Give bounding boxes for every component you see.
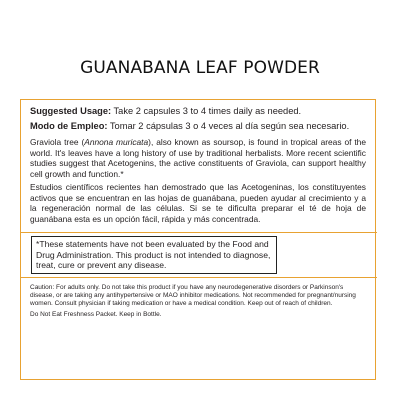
suggested-usage-label: Suggested Usage: <box>30 106 112 116</box>
label-panel <box>20 99 376 380</box>
freshness-warning: Do Not Eat Freshness Packet. Keep in Bottle. <box>30 310 162 318</box>
latin-name: Annona muricata <box>84 137 149 148</box>
description-spanish: Estudios científicos recientes han demostrado que las Acetogeninas, los constituyentes activos que se encuentran en las hojas de guanábana, pueden ayudar al crecimiento y a la regeneración normal de las células. Si se te dificulta preparar el té de hoja de guanábana esta es un opción fácil, rápida y más concentrada. <box>30 182 366 224</box>
description-en-before: Graviola tree ( <box>30 137 85 148</box>
modo-de-empleo-label: Modo de Empleo: <box>30 120 108 131</box>
description-en-after: ), also known as soursop, is found in tropical areas of the world. It's leaves have a long history of use by traditional herbalists. More recent scientific studies suggest that Acetogenins, the active constituents of Graviola, can support healthy cell growth and function.* <box>30 137 366 179</box>
suggested-usage <box>30 106 366 118</box>
modo-de-empleo-text: Tomar 2 cápsulas 3 o 4 veces al día según sea necesario. <box>107 120 350 131</box>
disclaimer-section <box>21 232 377 278</box>
product-title: GUANABANA LEAF POWDER <box>80 58 320 78</box>
suggested-usage-text: Take 2 capsules 3 to 4 times daily as needed. <box>111 106 302 116</box>
caution-text: Caution: For adults only. Do not take this product if you have any neurodegenerative disorders or Parkinson's disease, or are taking any antihypertensive or MAO inhibitor medications. Not recommended for pregnant/nursing women. Consult physician if taking medication or have a medical condition. Keep out of reach of children. <box>30 283 356 308</box>
fda-disclaimer: *These statements have not been evaluated by the Food and Drug Administration. This product is not intended to diagnose, treat, cure or prevent any disease. <box>31 236 277 274</box>
modo-de-empleo <box>30 121 366 133</box>
description-english <box>30 137 366 179</box>
